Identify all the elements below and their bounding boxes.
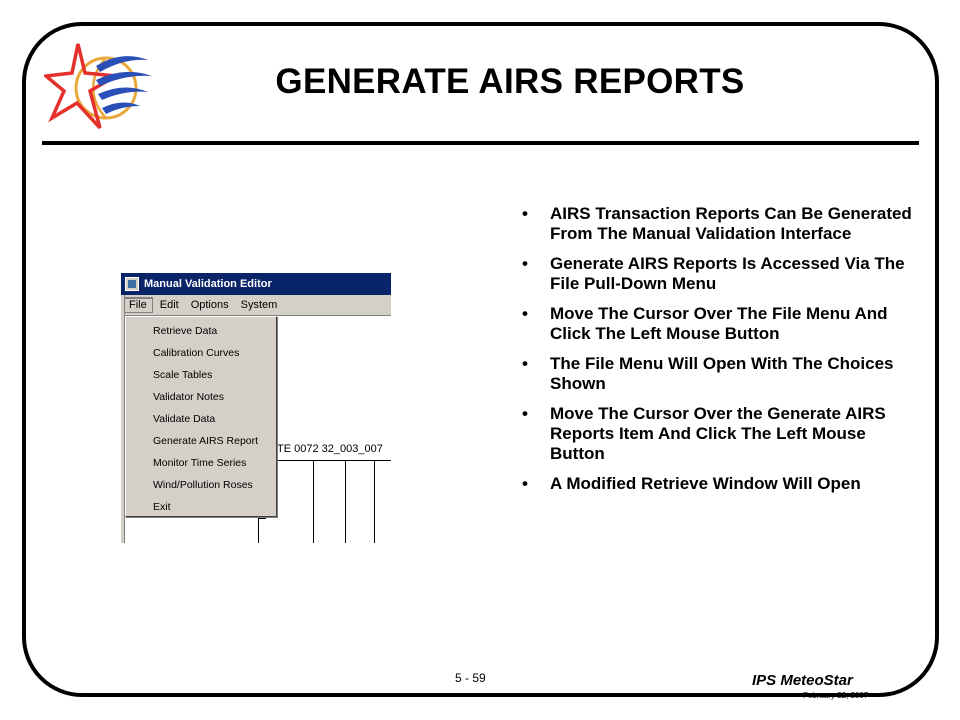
app-window-icon [125,277,139,291]
background-series-label: TE 0072 32_003_007 [277,443,383,455]
menu-item-exit[interactable]: Exit [153,501,171,513]
menu-system[interactable]: System [240,299,278,311]
menu-options[interactable]: Options [190,299,229,311]
menu-item-scale-tables[interactable]: Scale Tables [153,369,213,381]
slide-date: February 22, 2007 [803,691,869,700]
menu-file[interactable]: File [123,297,153,313]
bullet-item: • Generate AIRS Reports Is Accessed Via The File Pull-Down Menu [522,254,922,294]
menu-item-monitor-time-series[interactable]: Monitor Time Series [153,457,247,469]
ruler-mark [258,518,266,519]
app-screenshot [121,273,391,543]
menu-item-generate-airs-report[interactable]: Generate AIRS Report [153,435,259,447]
menu-item-retrieve-data[interactable]: Retrieve Data [153,325,218,337]
ruler-tick [345,460,346,543]
menu-item-validate-data[interactable]: Validate Data [153,413,216,425]
swoosh-3 [98,87,148,100]
menu-item-wind-pollution-roses[interactable]: Wind/Pollution Roses [153,479,253,491]
bullet-item: • A Modified Retrieve Window Will Open [522,474,922,494]
company-name: IPS MeteoStar [752,672,853,689]
title-divider [42,141,919,145]
window-title: Manual Validation Editor [144,278,272,290]
menubar [121,295,391,316]
bullet-list [522,204,922,504]
file-dropdown-menu [125,316,277,517]
bullet-item: • Move The Cursor Over the Generate AIRS Reports Item And Click The Left Mouse Button [522,404,922,464]
bullet-item: • Move The Cursor Over The File Menu And Click The Left Mouse Button [522,304,922,344]
ruler-tick [313,460,314,543]
menu-item-validator-notes[interactable]: Validator Notes [153,391,225,403]
slide-title: GENERATE AIRS REPORTS [275,62,745,101]
ruler-tick [374,460,375,543]
window-titlebar [121,273,391,295]
menu-edit[interactable]: Edit [159,299,179,311]
meteostar-logo [44,36,156,136]
page-number: 5 - 59 [455,671,486,685]
menu-item-calibration-curves[interactable]: Calibration Curves [153,347,240,359]
bullet-item: • The File Menu Will Open With The Choices Shown [522,354,922,394]
bullet-item: • AIRS Transaction Reports Can Be Generated From The Manual Validation Interface [522,204,922,244]
